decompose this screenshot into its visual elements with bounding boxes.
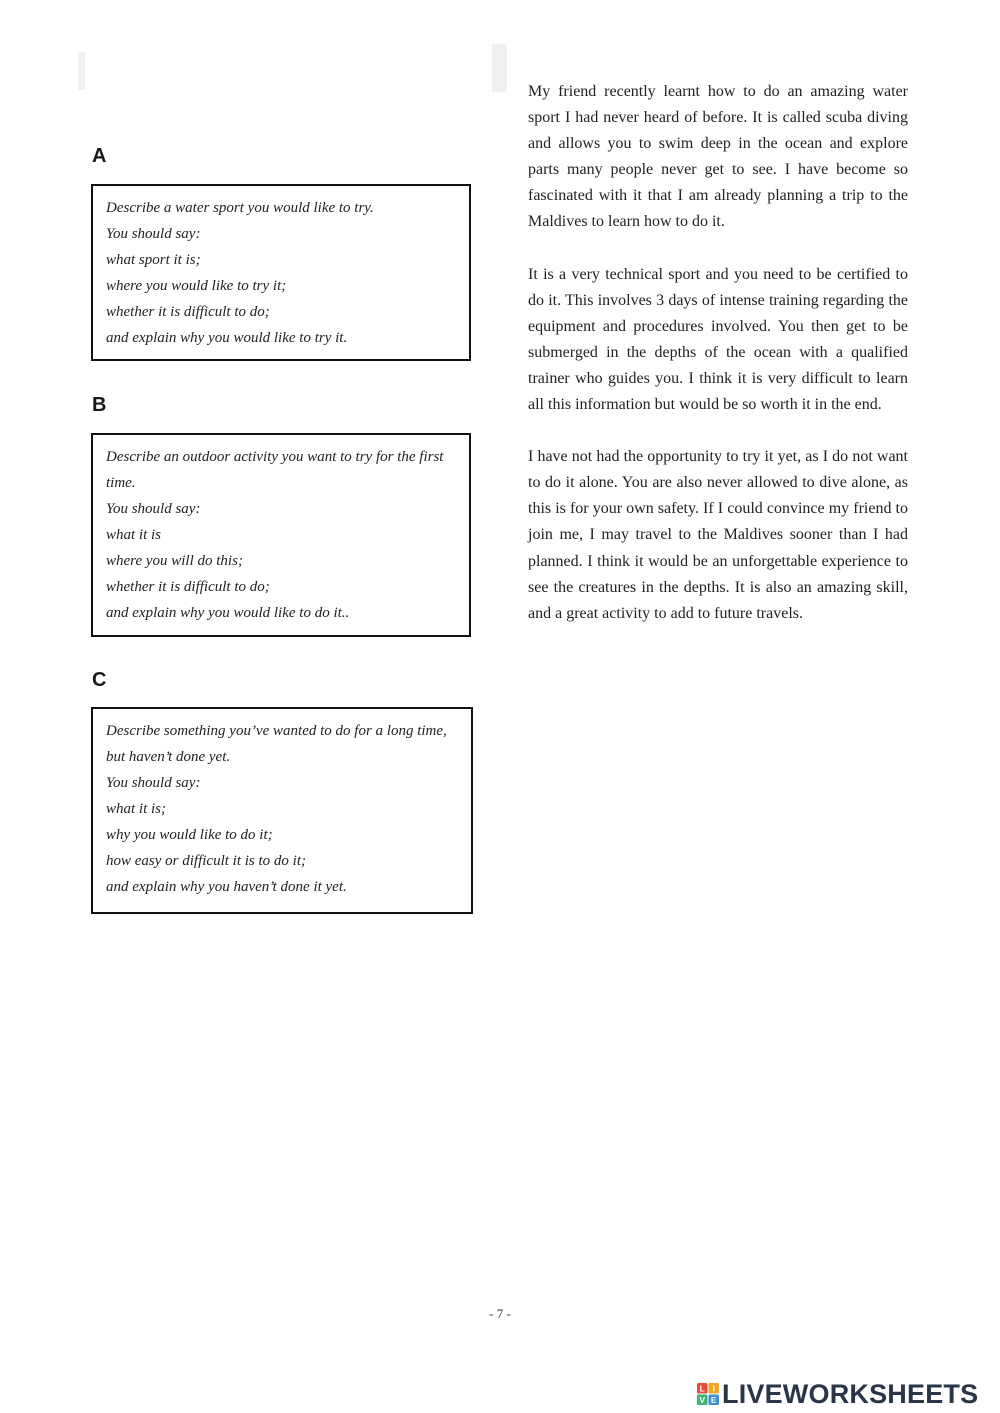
cue-card-b-line-7: and explain why you would like to do it.. — [106, 605, 350, 621]
passage-paragraph-3: I have not had the opportunity to try it yet, as I do not want to do it alone. You are also never allowed to dive alone, as this is for your own safety. If I could convince my friend to join me, I may travel to the Maldives sooner than I had planned. I think it would be an unforgettable experience to see the creatures in the depths. It is also an amazing skill, and a great activity to add to future travels. — [528, 448, 908, 622]
cue-card-c-line-7: and explain why you haven’t done it yet. — [106, 879, 347, 895]
cue-card-c-line-2: but haven’t done yet. — [106, 749, 231, 765]
cue-card-b-line-5: where you will do this; — [106, 553, 243, 569]
faint-scan-mark-left — [78, 52, 85, 90]
faint-scan-mark-right — [492, 44, 507, 92]
cue-card-b — [91, 433, 471, 637]
cue-card-c-line-6: how easy or difficult it is to do it; — [106, 853, 306, 869]
section-b-letter: B — [92, 394, 107, 416]
cue-card-b-line-6: whether it is difficult to do; — [106, 579, 270, 595]
liveworksheets-logo-icon — [697, 1383, 719, 1405]
cue-card-c-line-5: why you would like to do it; — [106, 827, 273, 843]
section-c-letter: C — [92, 669, 107, 691]
svg-text:E: E — [710, 1395, 717, 1405]
cue-card-c — [91, 707, 473, 914]
cue-card-a-line-3: what sport it is; — [106, 252, 201, 268]
liveworksheets-wordmark: LIVEWORKSHEETS — [722, 1378, 979, 1409]
cue-card-a-line-1: Describe a water sport you would like to try. — [106, 200, 374, 216]
cue-card-a — [91, 184, 471, 361]
cue-card-a-line-6: and explain why you would like to try it. — [106, 330, 348, 346]
liveworksheets-branding[interactable] — [697, 1377, 978, 1411]
page-number: - 7 - — [489, 1306, 511, 1321]
cue-card-b-line-2: time. — [106, 475, 136, 491]
cue-card-a-line-5: whether it is difficult to do; — [106, 304, 270, 320]
cue-card-a-line-2: You should say: — [106, 226, 201, 242]
svg-text:L: L — [699, 1383, 705, 1394]
model-answer-passage — [528, 79, 908, 653]
cue-card-c-line-1: Describe something you’ve wanted to do for a long time, — [106, 723, 447, 739]
section-a-letter: A — [92, 145, 107, 167]
cue-card-c-line-4: what it is; — [106, 801, 167, 817]
svg-text:I: I — [712, 1383, 715, 1394]
passage-paragraph-1: My friend recently learnt how to do an amazing water sport I had never heard of before. It is called scuba diving and allows you to swim deep in the ocean and explore parts many people never get to see. I have become so fascinated with it that I am already planning a trip to the Maldives to learn how to do it. — [528, 83, 908, 231]
cue-card-b-line-4: what it is — [106, 527, 162, 543]
passage-paragraph-2: It is a very technical sport and you need to be certified to do it. This involves 3 days of intense training regarding the equipment and procedures involved. You then get to be submerged in the depths of the ocean with a qualified trainer who guides you. I think it is very difficult to learn all this information but would be so worth it in the end. — [528, 265, 908, 414]
cue-card-b-line-1: Describe an outdoor activity you want to try for the first — [106, 449, 444, 465]
svg-text:V: V — [699, 1395, 706, 1405]
cue-card-c-line-3: You should say: — [106, 775, 201, 791]
cue-card-b-line-3: You should say: — [106, 501, 201, 517]
cue-card-a-line-4: where you would like to try it; — [106, 278, 287, 294]
